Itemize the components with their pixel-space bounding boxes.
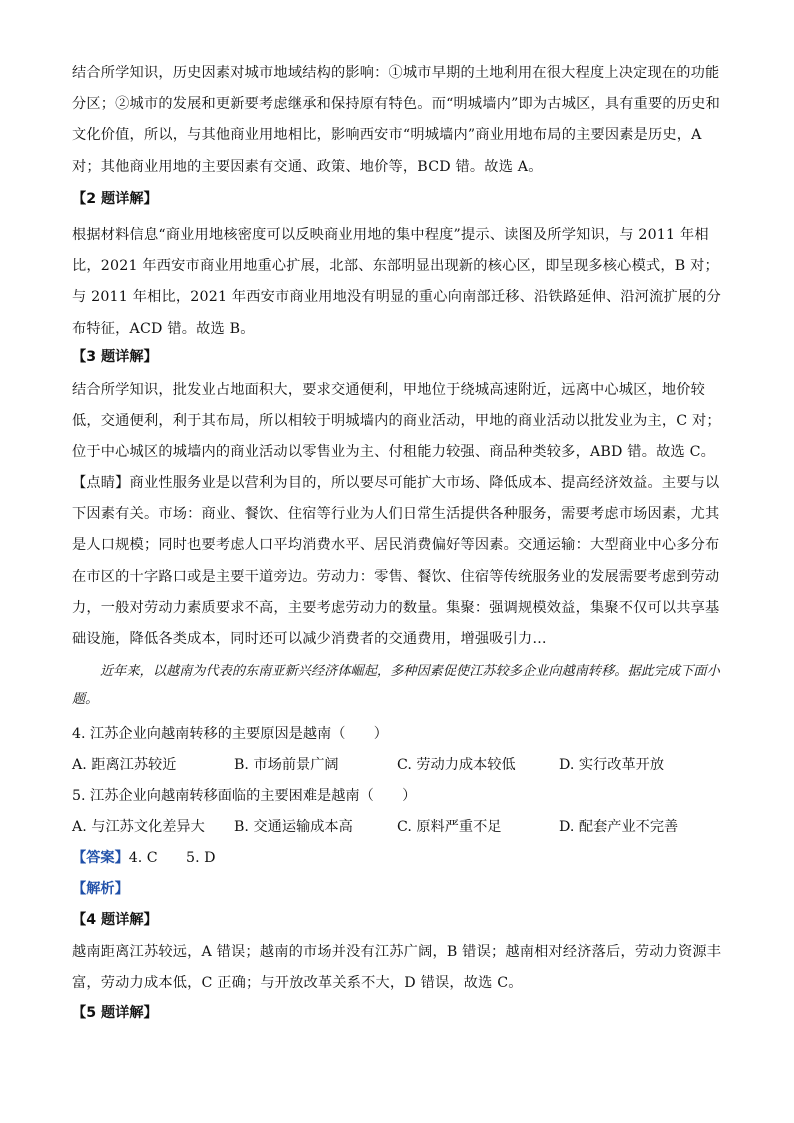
analysis-label: 【解析】 bbox=[72, 881, 129, 897]
heading-q5-detail: 【5 题详解】 bbox=[72, 1005, 158, 1021]
explanation-q4: 越南距离江苏较远，A 错误；越南的市场并没有江苏广阔，B 错误；越南相对经济落后，劳动力资源丰富，劳动力成本低，C 正确；与开放改革关系不大，D 错误，故选 C。 bbox=[72, 944, 722, 992]
explanation-q3: 结合所学知识，批发业占地面积大，要求交通便利，甲地位于绕城高速附近，远离中心城区，地价较低，交通便利，利于其布局，所以相较于明城墙内的商业活动，甲地的商业活动以批发业为主，C 对；位于中心城区的城墙内的商业活动以零售业为主、付租能力较强、商品种类较多，ABD 错。故选 C。 bbox=[72, 382, 721, 461]
q5-option-d: D. 配套产业不完善 bbox=[559, 819, 679, 835]
key-point-note: 【点睛】商业性服务业是以营利为目的，所以要尽可能扩大市场、降低成本、提高经济效益。主要与以下因素有关。市场：商业、餐饮、住宿等行业为人们日常生活提供各种服务，需要考虑市场因素，尤其是人口规模；同时也要考虑人口平均消费水平、居民消费偏好等因素。交通运输：大型商业中心多分布在市区的十字路口或是主要干道旁边。劳动力：零售、餐饮、住宿等传统服务业的发展需要考虑到劳动力，一般对劳动力素质要求不高，主要考虑劳动力的数量。集聚：强调规模效益，集聚不仅可以共享基础设施，降低各类成本，同时还可以减少消费者的交通费用，增强吸引力… bbox=[72, 475, 720, 648]
q5-option-c: C. 原料严重不足 bbox=[397, 819, 502, 835]
answer-label: 【答案】 bbox=[72, 850, 129, 866]
heading-q3-detail: 【3 题详解】 bbox=[72, 349, 158, 365]
heading-q2-detail: 【2 题详解】 bbox=[72, 191, 158, 207]
explanation-q2: 根据材料信息“商业用地核密度可以反映商业用地的集中程度”提示、读图及所学知识，与 2011 年相比，2021 年西安市商业用地重心扩展，北部、东部明显出现新的核心区，即呈现多核心模式，B 对；与 2011 年相比，2021 年西安市商业用地没有明显的重心向南部迁移、沿铁路延伸、沿河流扩展的分布特征，ACD 错。故选 B。 bbox=[72, 227, 722, 337]
q4-option-c: C. 劳动力成本较低 bbox=[397, 757, 516, 773]
q5-option-b: B. 交通运输成本高 bbox=[234, 819, 353, 835]
answer-value: 4. C 5. D bbox=[128, 850, 216, 866]
explanation-q1: 结合所学知识，历史因素对城市地域结构的影响：①城市早期的土地利用在很大程度上决定现在的功能分区；②城市的发展和更新要考虑继承和保持原有特色。而“明城墙内”即为古城区，具有重要的历史和文化价值，所以，与其他商业用地相比，影响西安市“明城墙内”商业用地布局的主要因素是历史，A 对；其他商业用地的主要因素有交通、政策、地价等，BCD 错。故选 A。 bbox=[72, 65, 720, 175]
question-intro: 近年来，以越南为代表的东南亚新兴经济体崛起，多种因素促使江苏较多企业向越南转移。据此完成下面小题。 bbox=[72, 664, 720, 707]
q4-option-b: B. 市场前景广阔 bbox=[234, 757, 339, 773]
q5-option-a: A. 与江苏文化差异大 bbox=[72, 819, 205, 835]
q4-option-a: A. 距离江苏较近 bbox=[72, 757, 177, 773]
question-5: 5. 江苏企业向越南转移面临的主要困难是越南（ ） bbox=[72, 788, 417, 804]
q4-option-d: D. 实行改革开放 bbox=[559, 757, 665, 773]
heading-q4-detail: 【4 题详解】 bbox=[72, 912, 158, 928]
question-4: 4. 江苏企业向越南转移的主要原因是越南（ ） bbox=[72, 726, 388, 742]
answer-line bbox=[72, 847, 215, 867]
